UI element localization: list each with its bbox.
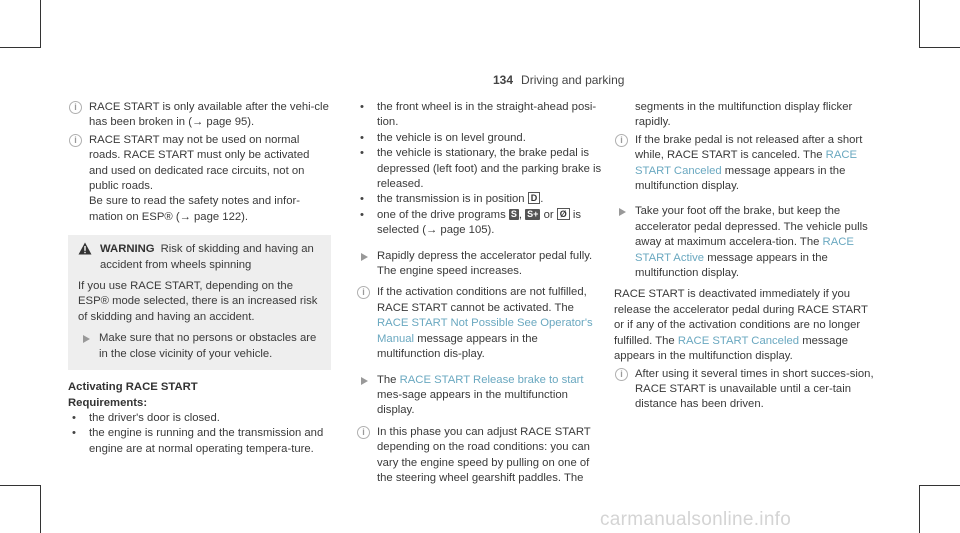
warning-label: WARNING <box>100 243 155 256</box>
crop-mark <box>920 47 960 48</box>
info-note <box>68 100 330 131</box>
crop-mark <box>40 0 41 48</box>
info-icon: i <box>69 134 82 147</box>
note-text: RACE START is only available after the vehi-cle has been broken in (→ page 95). <box>89 101 329 129</box>
info-note <box>68 133 330 225</box>
warning-step <box>78 331 321 362</box>
instruction-step <box>614 204 876 281</box>
display-message: RACE START Release brake to start <box>399 373 584 386</box>
warning-heading <box>78 242 321 273</box>
requirements-label: Requirements: <box>68 396 148 409</box>
warning-triangle-icon <box>78 242 92 255</box>
display-message: RACE START Canceled <box>677 334 800 347</box>
page-header <box>493 73 624 87</box>
crop-mark <box>919 485 920 533</box>
section-heading: Activating RACE START <box>68 381 198 394</box>
info-icon: i <box>357 286 370 299</box>
note-text: message appears in the multifunction dis-play. <box>377 332 538 361</box>
display-message: RACE START Not Possible See Operator's Manual <box>377 317 593 345</box>
requirement-item: • one of the drive programs S , S+ or Ø is selected (→ page 105). <box>356 208 602 239</box>
display-message: RACE START Canceled <box>635 149 858 177</box>
step-text: The <box>377 373 397 386</box>
warning-box <box>68 235 331 370</box>
warning-title: Risk of skidding and having an accident from wheels spinning <box>100 243 314 271</box>
display-message: RACE START Active <box>635 236 854 264</box>
note-text: In this phase you can adjust RACE START depending on the road conditions: you can vary the engine speed by pulling on one of the steering wheel gearshift paddles. The <box>377 425 591 484</box>
crop-mark <box>919 0 920 48</box>
column-left <box>68 100 330 457</box>
requirement-item: • the engine is running and the transmission and engine are at normal operating tempera-ture. <box>68 426 330 457</box>
step-text: Rapidly depress the accelerator pedal fully. The engine speed increases. <box>377 249 593 278</box>
step-text: message appears in the multifunction display. <box>635 251 828 280</box>
instruction-step <box>356 249 602 280</box>
column-right <box>614 100 876 415</box>
info-icon: i <box>615 134 628 147</box>
step-text: Take your foot off the brake, but keep the accelerator pedal depressed. The vehicle pulls away at maximum accelera-tion. The <box>635 205 868 249</box>
requirement-item: • the vehicle is stationary, the brake pedal is depressed (left foot) and the parking brake is released. <box>356 146 602 192</box>
requirement-item: • the transmission is in position D . <box>356 192 602 207</box>
crop-mark <box>0 47 40 48</box>
gear-d-icon: D <box>528 192 541 204</box>
requirement-item: • the vehicle is on level ground. <box>356 131 602 146</box>
info-note <box>614 367 876 413</box>
requirement-text: the transmission is in position <box>377 193 525 206</box>
note-text: roads. RACE START must only be activated <box>89 149 310 162</box>
requirement-item: • the front wheel is in the straight-ahead posi-tion. <box>356 100 602 131</box>
note-text: After using it several times in short succes-sion, RACE START is unavailable until a cer-tain distance has been driven. <box>635 367 874 411</box>
warning-body: If you use RACE START, depending on the ESP® mode selected, there is an increased risk of skidding and having an accident. <box>78 280 318 323</box>
info-icon: i <box>69 101 82 114</box>
paragraph <box>614 287 876 364</box>
note-text: public roads. <box>89 180 154 193</box>
crop-mark <box>0 485 40 486</box>
or-text: or <box>543 208 554 221</box>
info-note <box>356 425 602 487</box>
section-title: Driving and parking <box>521 73 625 87</box>
step-text: mes-sage appears in the multifunction display. <box>377 388 568 417</box>
info-icon: i <box>357 426 370 439</box>
continued-text: segments in the multifunction display flicker rapidly. <box>635 101 853 129</box>
note-text: Be sure to read the safety notes and infor-mation on ESP® (→ page 122). <box>89 195 301 223</box>
requirement-item: • the driver's door is closed. <box>68 411 330 426</box>
column-middle <box>356 100 602 488</box>
requirement-text: is selected (→ page 105). <box>377 208 582 237</box>
note-text: If the activation conditions are not fulfilled, RACE START cannot be activated. The <box>377 286 587 314</box>
drive-program-s-icon: S <box>510 208 517 219</box>
step-text: Make sure that no persons or obstacles are in the close vicinity of your vehicle. <box>99 332 317 360</box>
note-text: RACE START may not be used on normal <box>89 133 300 146</box>
race-program-icon: Ø <box>557 208 570 220</box>
page-number: 134 <box>493 73 514 87</box>
drive-program-s-plus-icon: S+ <box>527 208 539 219</box>
note-text: and used on dedicated race circuits, not on <box>89 164 305 177</box>
crop-mark <box>40 485 41 533</box>
instruction-step <box>356 373 602 419</box>
paragraph-text: message appears in the multifunction display. <box>614 334 849 363</box>
requirement-text: one of the drive programs <box>377 208 506 221</box>
paragraph-text: RACE START is deactivated immediately if you release the accelerator pedal during RACE START or if any of the activation conditions are no longer fulfilled. The <box>614 288 868 347</box>
info-note <box>356 285 602 362</box>
note-text: message appears in the multifunction display. <box>635 164 846 193</box>
note-text: If the brake pedal is not released after a short while, RACE START is canceled. The <box>635 133 863 162</box>
info-note <box>614 133 876 195</box>
crop-mark <box>920 485 960 486</box>
info-icon: i <box>615 368 628 381</box>
watermark: carmanualsonline.info <box>600 509 792 530</box>
